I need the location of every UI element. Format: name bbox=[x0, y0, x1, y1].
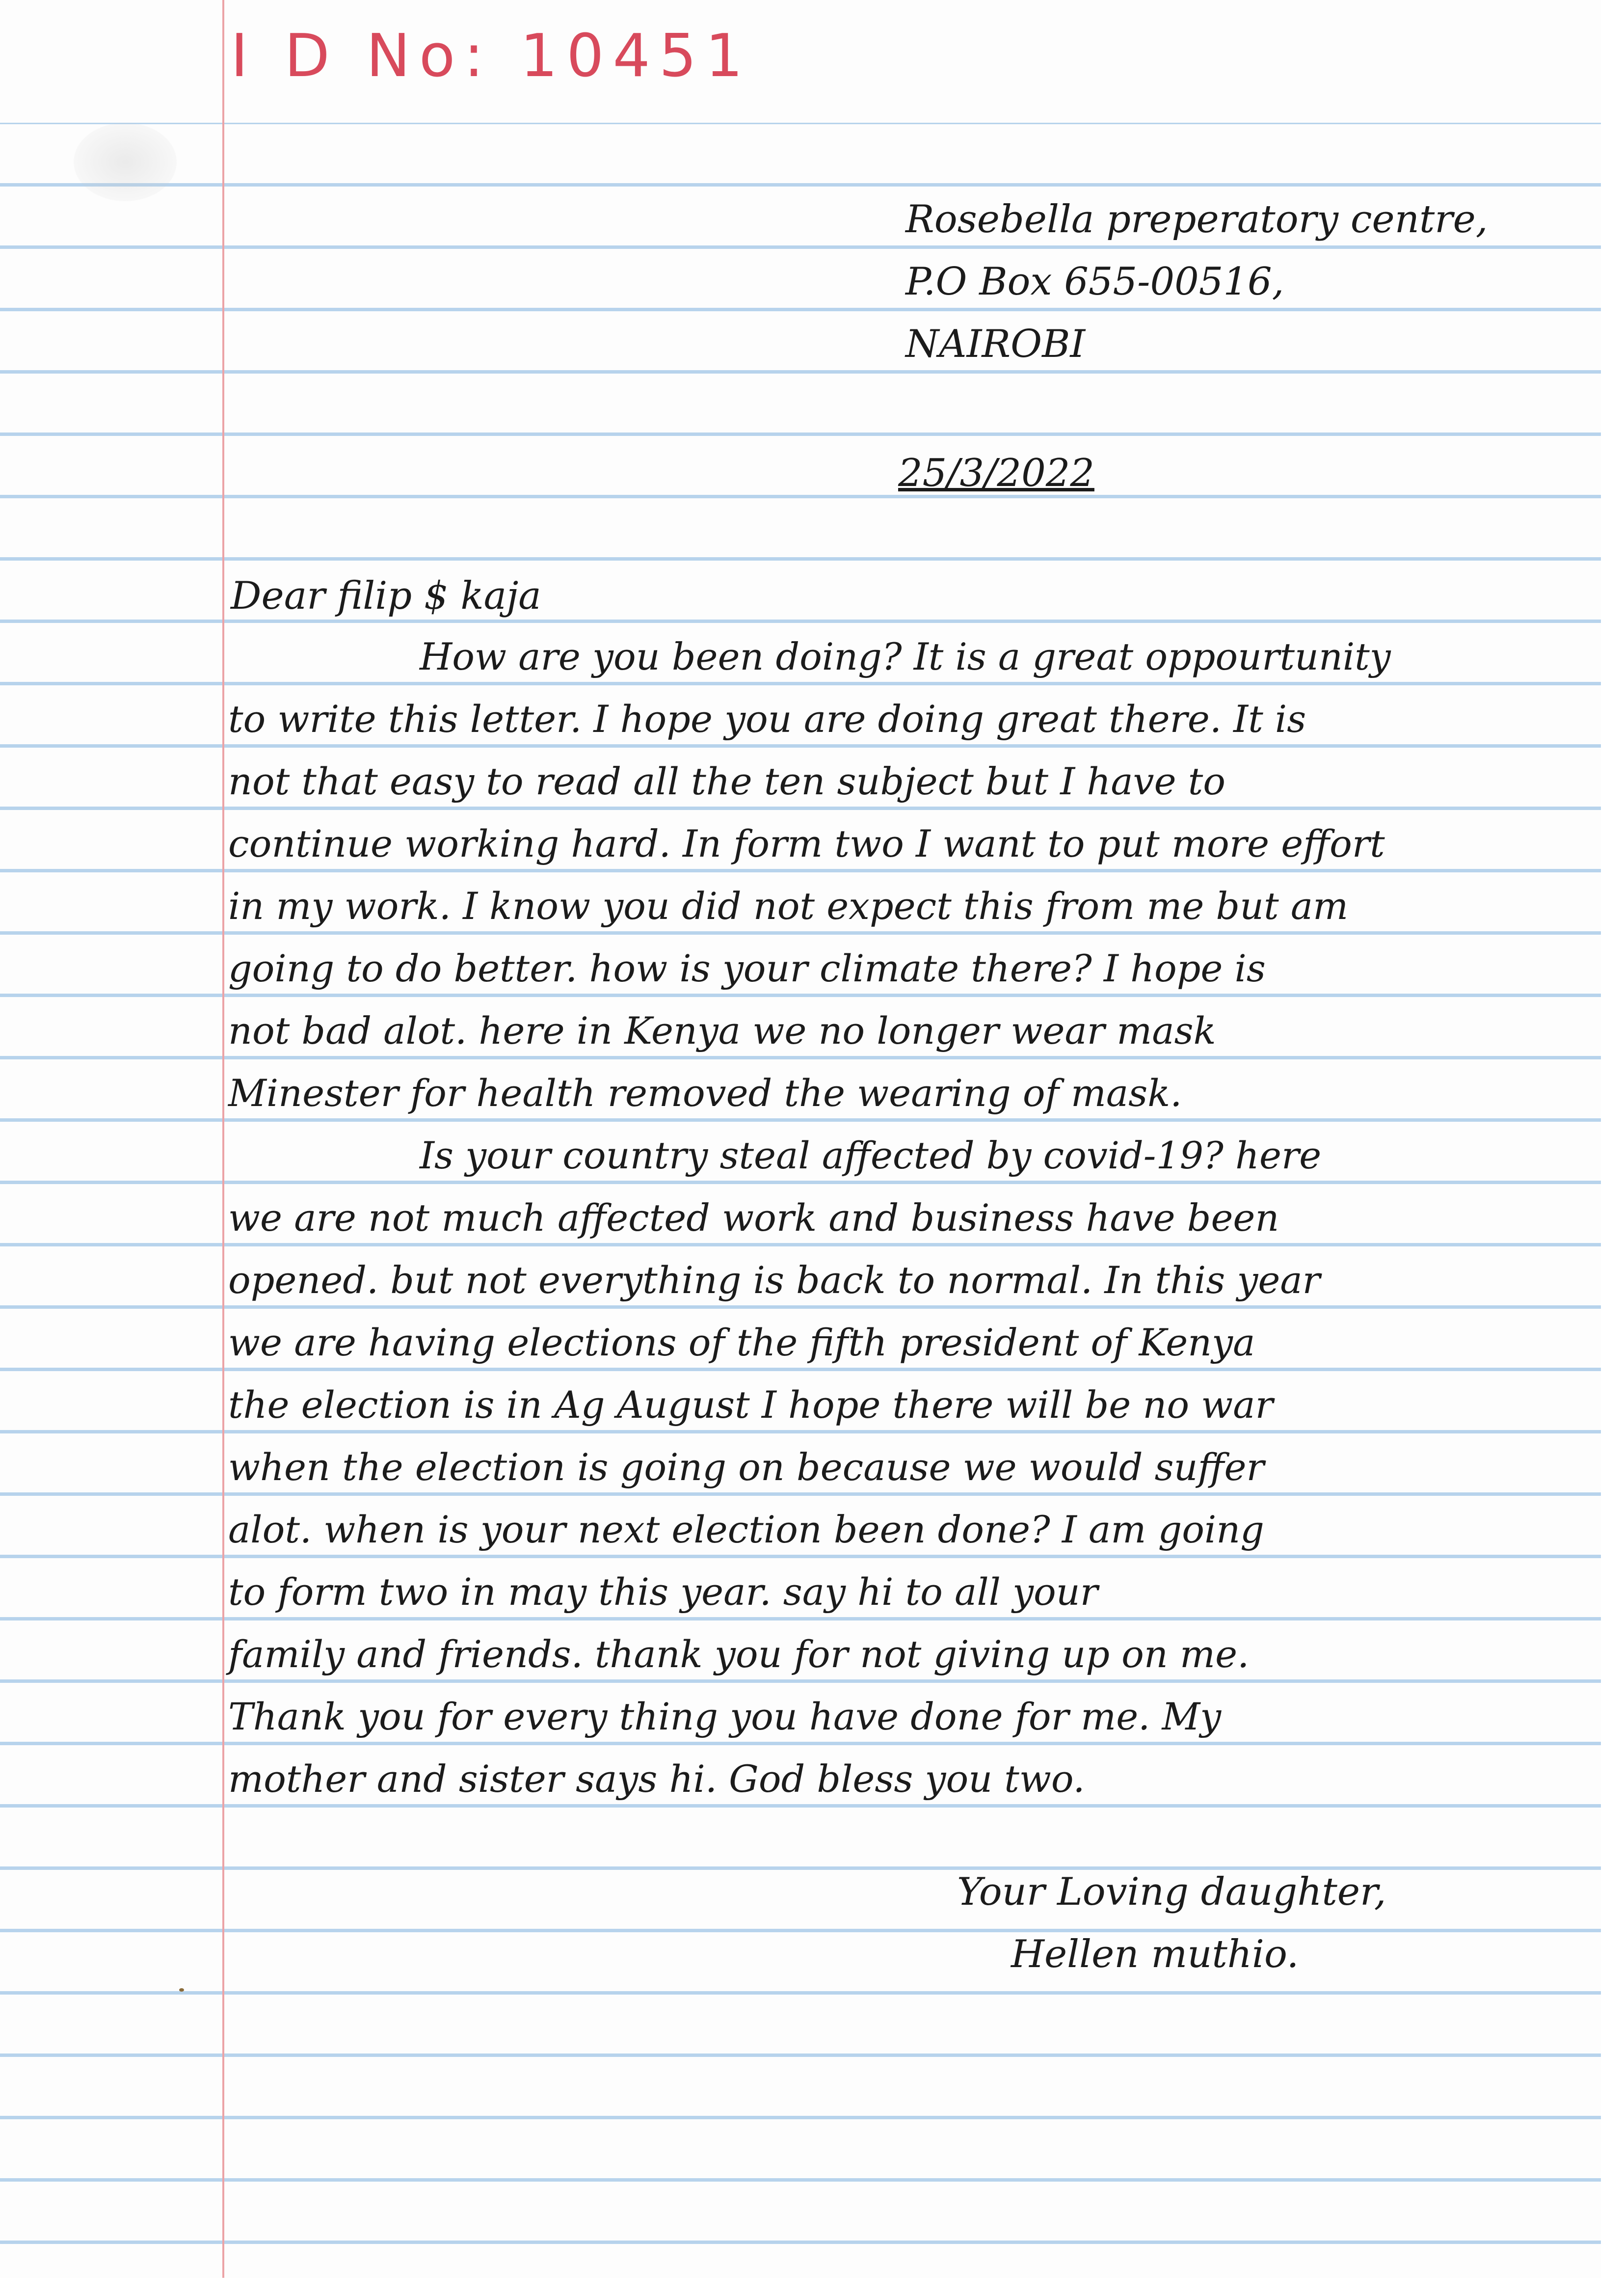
body-line: continue working hard. In form two I want to put more effort bbox=[228, 822, 1385, 865]
body-line: mother and sister says hi. God bless you two. bbox=[228, 1757, 1085, 1801]
body-line: when the election is going on because we would suffer bbox=[228, 1445, 1264, 1489]
letter-date: 25/3/2022 bbox=[898, 451, 1094, 495]
body-line: to form two in may this year. say hi to all your bbox=[228, 1570, 1098, 1614]
body-line: family and friends. thank you for not giving up on me. bbox=[228, 1632, 1250, 1676]
closing: Your Loving daughter, bbox=[957, 1870, 1386, 1914]
body-line: opened. but not everything is back to normal. In this year bbox=[228, 1258, 1321, 1302]
margin-line bbox=[222, 0, 224, 2296]
address-line-2: P.O Box 655-00516, bbox=[905, 260, 1284, 304]
body-line: going to do better. how is your climate there? I hope is bbox=[228, 946, 1266, 990]
address-line-1: Rosebella preperatory centre, bbox=[905, 197, 1488, 242]
body-line: How are you been doing? It is a great oppourtunity bbox=[420, 635, 1391, 678]
page-bottom-edge bbox=[0, 2278, 1623, 2296]
body-line: we are not much affected work and business have been bbox=[228, 1196, 1279, 1240]
address-line-3: NAIROBI bbox=[905, 322, 1086, 366]
body-line: Minester for health removed the wearing of mask. bbox=[228, 1071, 1182, 1115]
body-line: the election is in Ag August I hope there will be no war bbox=[228, 1383, 1273, 1427]
paper-crease bbox=[74, 123, 177, 201]
id-number: I D No: 10451 bbox=[231, 22, 752, 90]
body-line: in my work. I know you did not expect this from me but am bbox=[228, 884, 1349, 928]
body-line: Is your country steal affected by covid-19? here bbox=[420, 1134, 1322, 1177]
salutation: Dear filip $ kaja bbox=[231, 574, 541, 618]
page-right-edge bbox=[1601, 0, 1623, 2296]
ink-speck bbox=[179, 1988, 184, 1992]
body-line: Thank you for every thing you have done for me. My bbox=[228, 1695, 1222, 1738]
body-line: we are having elections of the fifth president of Kenya bbox=[228, 1321, 1255, 1364]
body-line: alot. when is your next election been done? I am going bbox=[228, 1508, 1264, 1551]
body-line: to write this letter. I hope you are doing great there. It is bbox=[228, 697, 1306, 741]
body-line: not bad alot. here in Kenya we no longer wear mask bbox=[228, 1009, 1216, 1053]
signature: Hellen muthio. bbox=[1011, 1932, 1299, 1976]
body-line: not that easy to read all the ten subject but I have to bbox=[228, 759, 1225, 803]
